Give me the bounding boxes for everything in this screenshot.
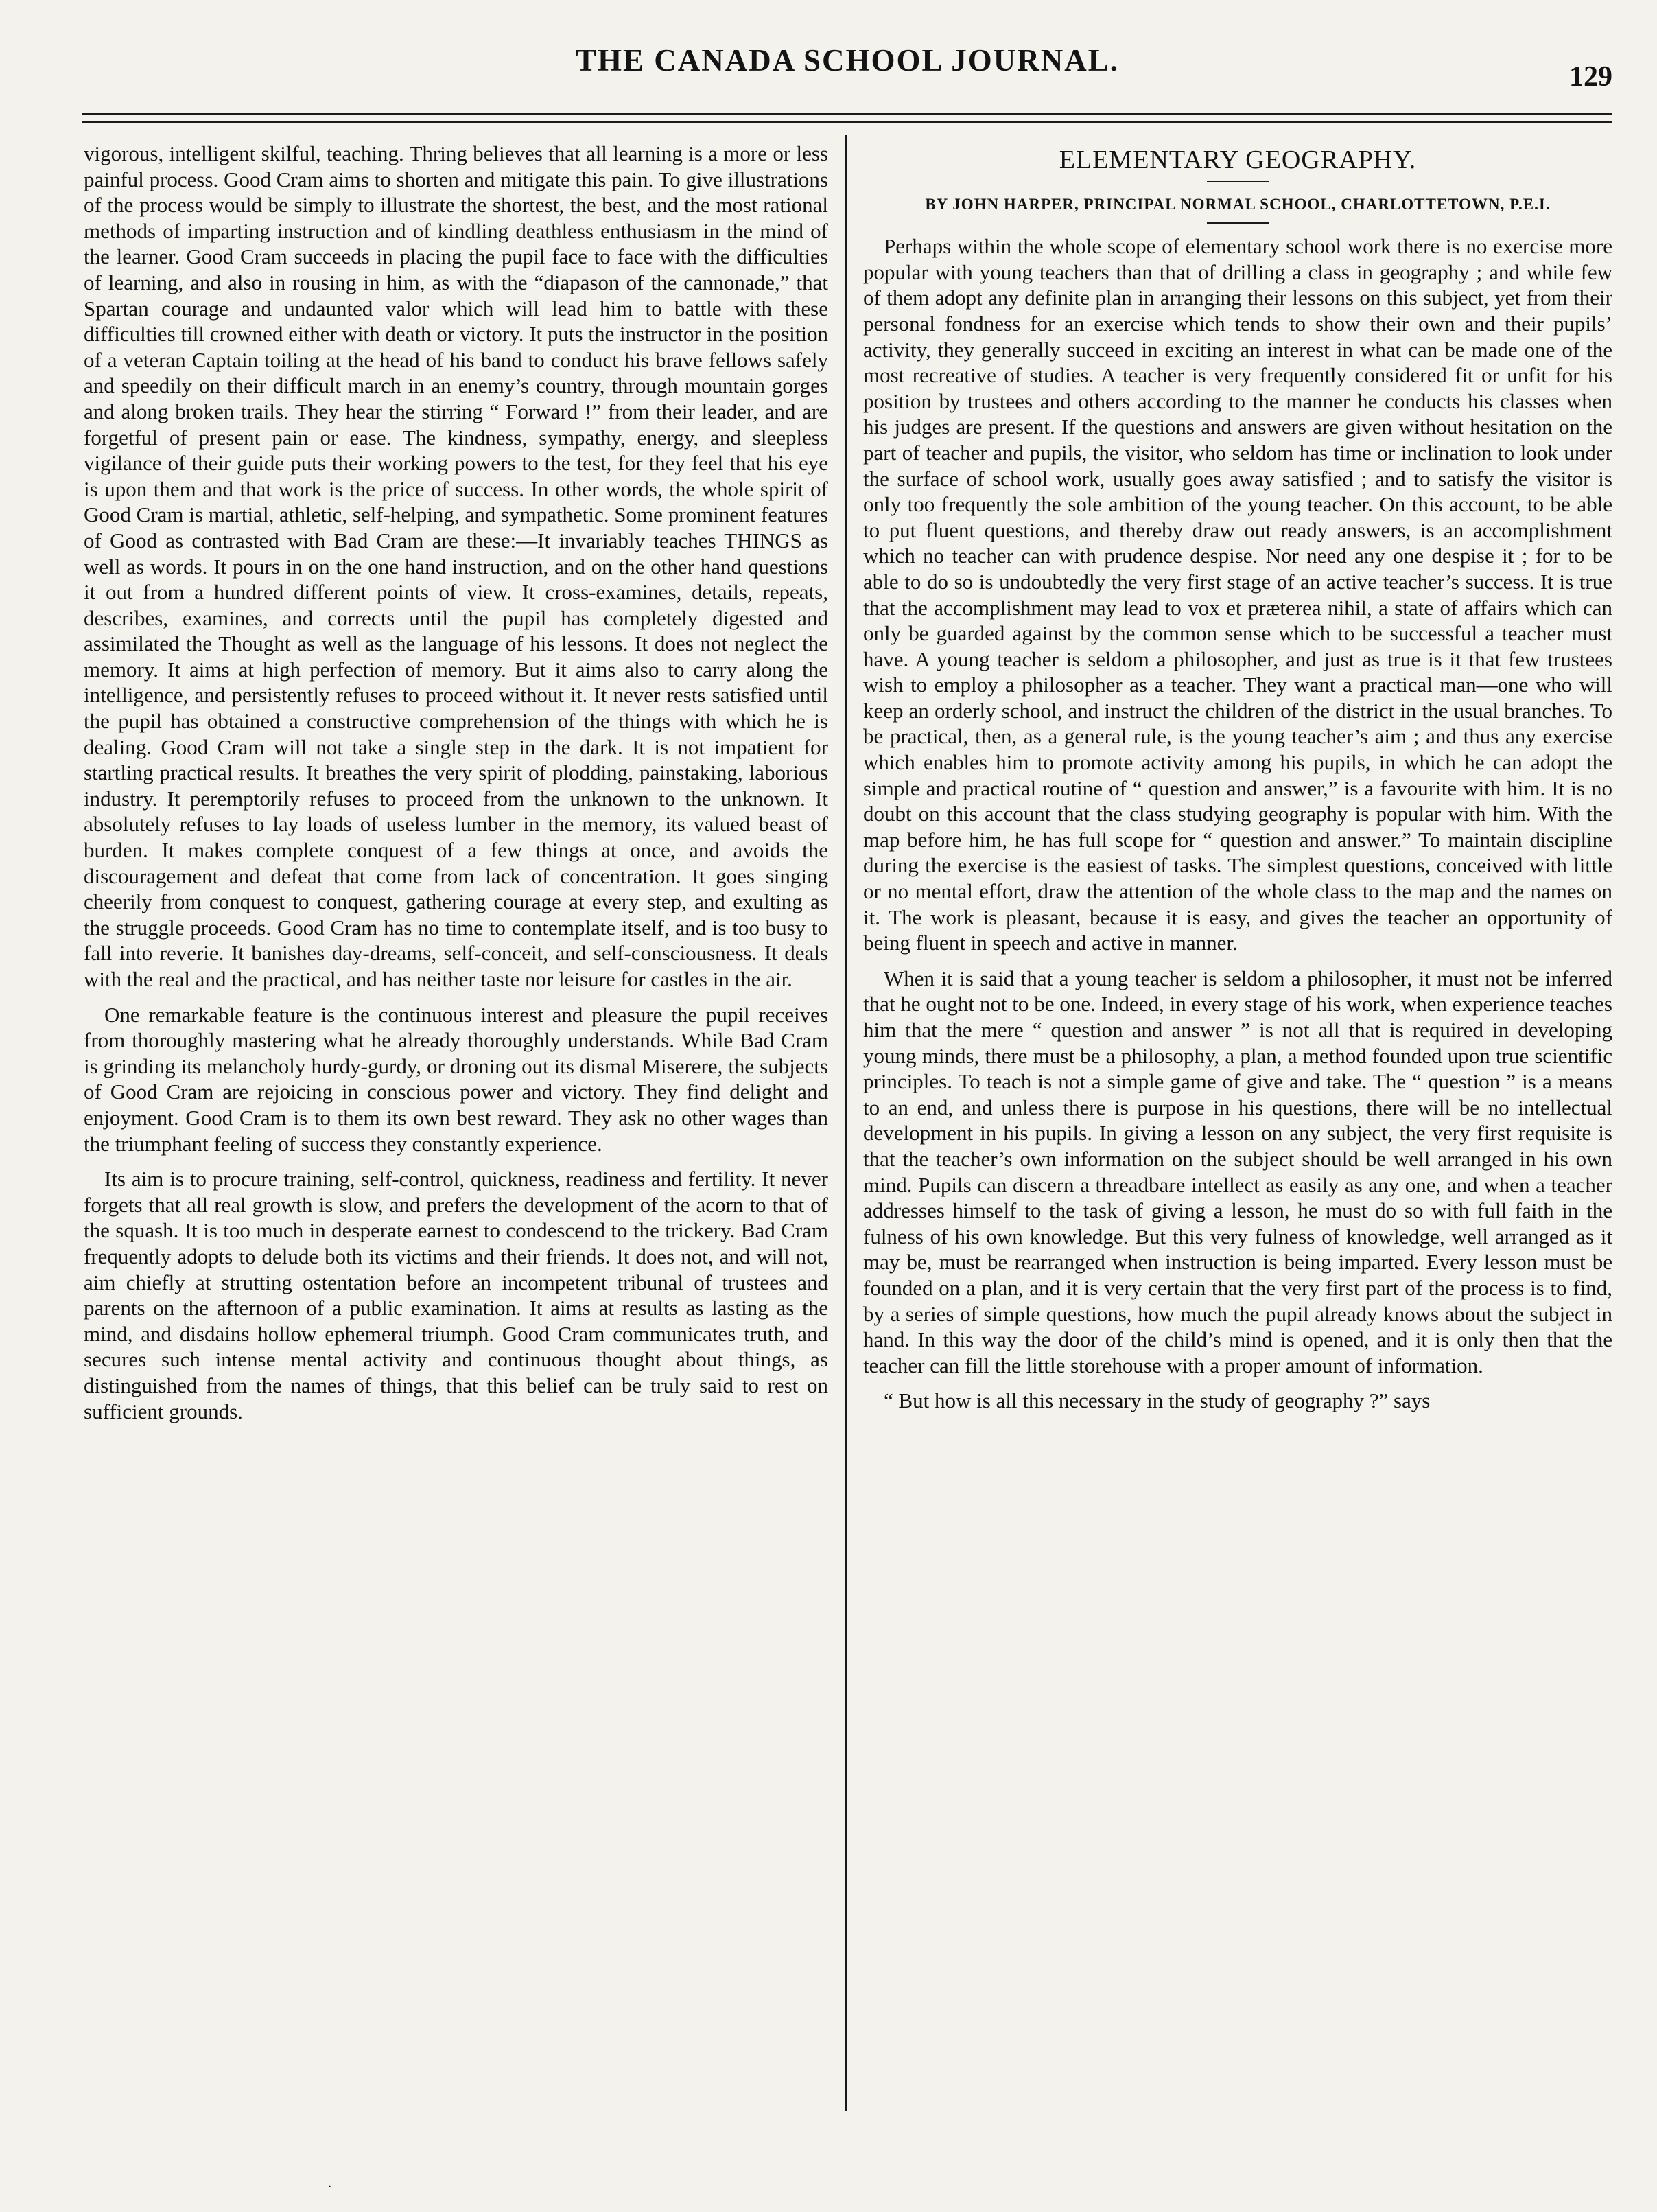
article-byline: BY JOHN HARPER, PRINCIPAL NORMAL SCHOOL, CHARLOTTETOWN, P.E.I. [925, 195, 1551, 213]
left-paragraph-1: vigorous, intelligent skilful, teaching. Thring believes that all learning is a more or less painful process. Good Cram aims to shorten and mitigate this pain. To give illustrations of the process would be simply to illustrate the shortest, the best, and the most rational methods of imparting instruction and of kindling deathless enthusiasm in the mind of the learner. Good Cram succeeds in placing the pupil face to face with the difficulties of learning, and also in rousing in him, as with the “diapason of the cannonade,” that Spartan courage and undaunted valor which will lead him to battle with these difficulties till crowned either with death or victory. It puts the instructor in the position of a veteran Captain toiling at the head of his band to conduct his brave fellows safely and speedily on their difficult march in an enemy’s country, through mountain gorges and along broken trails. They hear the stirring “ Forward !” from their leader, and are forgetful of present pain or ease. The kindness, sympathy, energy, and sleepless vigilance of their guide puts their working powers to the test, for they feel that his eye is upon them and that work is the price of success. In other words, the whole spirit of Good Cram is martial, athletic, self-helping, and sympathetic. Some prominent features of Good as contrasted with Bad Cram are these:—It invariably teaches THINGS as well as words. It pours in on the one hand instruction, and on the other hand questions it out from a hundred different points of view. It cross-examines, details, repeats, describes, examines, and corrects until the pupil has completely digested and assimilated the Thought as well as the language of his lessons. It does not neglect the memory. It aims at high perfection of memory. But it aims also to carry along the intelligence, and persistently refuses to proceed without it. It never rests satisfied until the pupil has obtained a constructive comprehension of the things with which he is dealing. Good Cram will not take a single step in the dark. It is not impatient for startling practical results. It breathes the very spirit of plodding, painstaking, laborious industry. It peremptorily refuses to proceed from the unknown to the unknown. It absolutely refuses to lay loads of useless lumber in the memory, its valued beast of burden. It makes complete conquest of a few things at once, and avoids the discouragement and defeat that come from lack of concentration. It goes singing cheerily from conquest to conquest, gathering courage at every step, and exulting as the struggle proceeds. Good Cram has no time to contemplate itself, and is too busy to fall into reverie. It banishes day-dreams, self-conceit, and self-consciousness. It deals with the real and the practical, and has neither taste nor leisure for castles in the air. [84, 141, 828, 991]
page-number: 129 [1569, 61, 1612, 93]
article-title: ELEMENTARY GEOGRAPHY. [1059, 145, 1417, 174]
left-column [84, 141, 828, 1434]
page-header [82, 27, 1612, 103]
left-paragraph-3: Its aim is to procure training, self-control, quickness, readiness and fertility. It never forgets that all real growth is slow, and prefers the development of the acorn to that of the squash. It is too much in desperate earnest to condescend to the trickery. Bad Cram frequently adopts to delude both its victims and their friends. It does not, and will not, aim chiefly at strutting ostentation before an incompetent tribunal of trustees and parents on the afternoon of a public examination. It aims at results as lasting as the mind, and disdains hollow ephemeral triumph. Good Cram communicates truth, and secures such intense mental activity and continuous thought about things, as distinguished from the names of things, that this belief can be truly said to rest on sufficient grounds. [84, 1167, 828, 1423]
left-paragraph-2: One remarkable feature is the continuous interest and pleasure the pupil receives from thoroughly mastering what he already thoroughly understands. While Bad Cram is grinding its melancholy hurdy-gurdy, or droning out its dismal Miserere, the subjects of Good Cram are rejoicing in conscious power and victory. They find delight and enjoyment. Good Cram is to them its own best reward. They ask no other wages than the triumphant feeling of success they constantly experience. [84, 1002, 828, 1156]
right-paragraph-3: “ But how is all this necessary in the study of geography ?” says [884, 1388, 1431, 1413]
right-column [863, 141, 1612, 1423]
journal-title: THE CANADA SCHOOL JOURNAL. [575, 43, 1120, 78]
byline-rule [1207, 222, 1269, 224]
footer-mark: . [328, 2176, 331, 2191]
header-rule-thick [82, 113, 1612, 115]
column-divider [845, 135, 847, 2111]
right-paragraph-2: When it is said that a young teacher is seldom a philosopher, it must not be inferred that he ought not to be one. Indeed, in every stage of his work, when experience teaches him that the mere “ question and answer ” is not all that is required in developing young minds, there must be a philosophy, a plan, a method founded upon true scientific principles. To teach is not a simple game of give and take. The “ question ” is a means to an end, and unless there is purpose in his questions, there will be no intellectual development in his pupils. In giving a lesson on any subject, the very first requisite is that the teacher’s own information on the subject should be well arranged in his own mind. Pupils can discern a threadbare intellect as easily as any one, and when a teacher addresses himself to the task of giving a lesson, he must do so with full faith in the fulness of his own knowledge. But this very fulness of knowledge, well arranged as it may be, must be rearranged when instruction is being imparted. Every lesson must be founded on a plan, and it is very certain that the very first part of the process is to find, by a series of simple questions, how much the pupil already knows about the subject in hand. In this way the door of the child’s mind is opened, and it is only then that the teacher can fill the little storehouse with a proper amount of information. [863, 966, 1612, 1377]
header-rule-thin [82, 121, 1612, 123]
right-paragraph-1: Perhaps within the whole scope of elementary school work there is no exercise more popular with young teachers than that of drilling a class in geography ; and while few of them adopt any definite plan in arranging their lessons on this subject, yet from their personal fondness for an exercise which tends to show their own and their pupils’ activity, they generally succeed in exciting an interest in what can be made one of the most recreative of studies. A teacher is very frequently considered fit or unfit for his position by trustees and others according to the manner he conducts his classes when his judges are present. If the questions and answers are given without hesitation on the part of teacher and pupils, the visitor, who seldom has time or inclination to look under the surface of school work, usually goes away satisfied ; and to satisfy the visitor is only too frequently the sole ambition of the young teacher. On this account, to be able to put fluent questions, and thereby draw out ready answers, is an accomplishment which no teacher can with prudence despise. Nor need any one despise it ; for to be able to do so is undoubtedly the very first stage of an active teacher’s success. It is true that the accomplishment may lead to vox et præterea nihil, a state of affairs which can only be guarded against by the common sense which to be successful a teacher must have. A young teacher is seldom a philosopher, and just as true is it that few trustees wish to employ a philosopher as a teacher. They want a practical man—one who will keep an orderly school, and instruct the children of the district in the usual branches. To be practical, then, as a general rule, is the young teacher’s aim ; and thus any exercise which enables him to promote activity among his pupils, in which he can adopt the simple and practical routine of “ question and answer,” is a favourite with him. It is no doubt on this account that the class studying geography is popular with him. With the map before him, he has full scope for “ question and answer.” To maintain discipline during the exercise is the easiest of tasks. The simplest questions, conceived with little or no mental effort, draw the attention of the whole class to the map and the names on it. The work is pleasant, because it is easy, and gives the teacher an opportunity of being fluent in speech and active in manner. [863, 234, 1612, 955]
title-rule [1207, 181, 1269, 182]
